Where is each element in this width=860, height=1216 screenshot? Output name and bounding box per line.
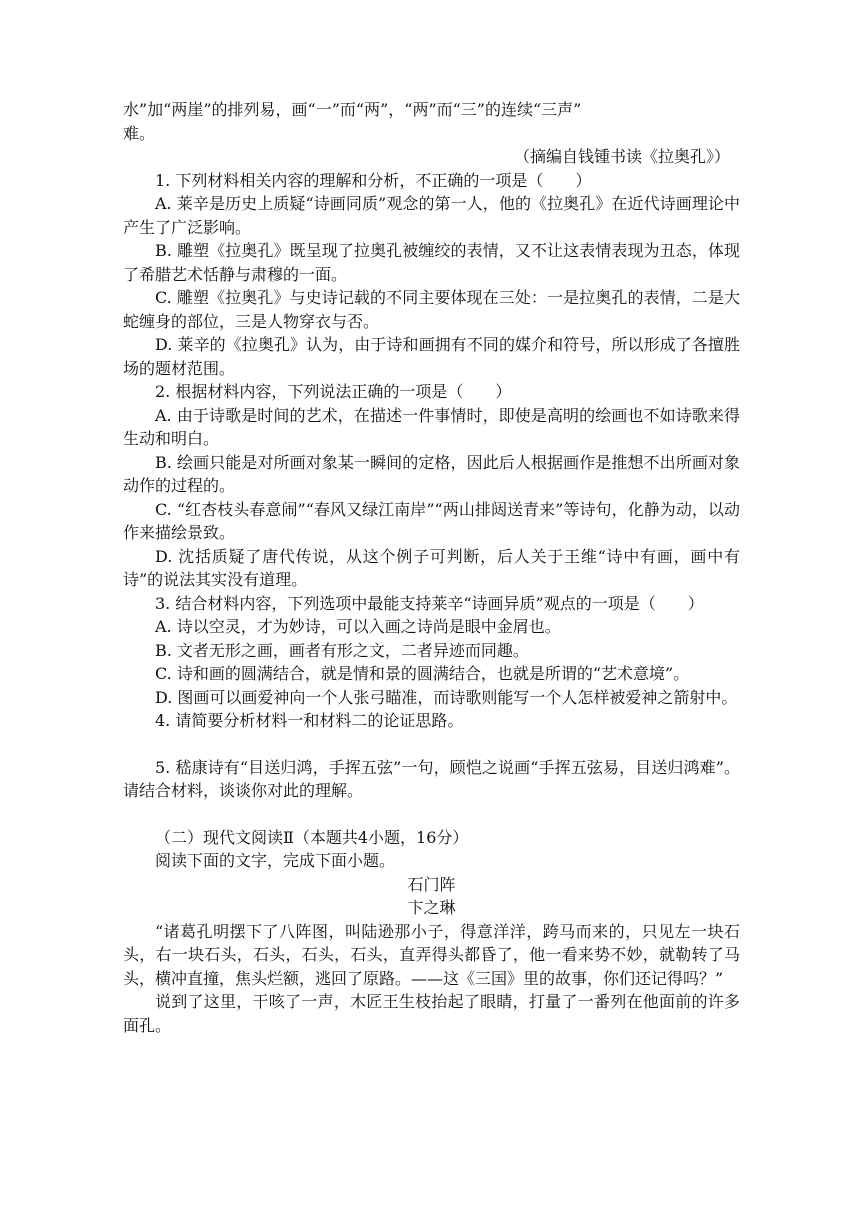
answer-space xyxy=(123,733,740,756)
section-spacer xyxy=(123,803,740,826)
question-2-option-d[interactable]: D. 沈括质疑了唐代传说，从这个例子可判断，后人关于王维“诗中有画，画中有诗”的说法其实没有道理。 xyxy=(123,546,740,589)
source-citation: （摘编自钱锺书读《拉奥孔》） xyxy=(513,147,730,166)
question-1-option-c[interactable]: C. 雕塑《拉奥孔》与史诗记载的不同主要体现在三处：一是拉奥孔的表情，二是大蛇缠身的部位，三是人物穿衣与否。 xyxy=(123,288,740,331)
question-1-option-a[interactable]: A. 莱辛是历史上质疑“诗画同质”观念的第一人，他的《拉奥孔》在近代诗画理论中产生了广泛影响。 xyxy=(123,194,740,237)
passage-title: 石门阵 xyxy=(407,874,456,894)
question-1-option-d[interactable]: D. 莱辛的《拉奥孔》认为，由于诗和画拥有不同的媒介和符号，所以形成了各擅胜场的题材范围。 xyxy=(123,335,740,378)
question-5-stem: 5. 嵇康诗有“目送归鸿，手挥五弦”一句，顾恺之说画“手挥五弦易，目送归鸿难”。请结合材料，谈谈你对此的理解。 xyxy=(123,757,740,800)
question-3-option-b[interactable]: B. 文者无形之画，画者有形之文，二者异迹而同趣。 xyxy=(155,640,529,660)
intro-tail-line1: 水”加“两崖”的排列易，画“一”而“两”，“两”而“三”的连续“三声” xyxy=(123,100,582,119)
question-4-stem: 4. 请简要分析材料一和材料二的论证思路。 xyxy=(155,711,464,730)
question-3-option-c[interactable]: C. 诗和画的圆满结合，就是情和景的圆满结合，也就是所谓的“艺术意境”。 xyxy=(155,664,690,683)
question-2-option-c[interactable]: C. “红杏枝头春意闹”“春风又绿江南岸”“两山排闼送青来”等诗句，化静为动，以动作来描绘景致。 xyxy=(123,499,740,542)
question-3-option-d[interactable]: D. 图画可以画爱神向一个人张弓瞄准，而诗歌则能写一个人怎样被爱神之箭射中。 xyxy=(155,687,738,707)
question-3-option-a[interactable]: A. 诗以空灵，才为妙诗，可以入画之诗尚是眼中金屑也。 xyxy=(155,617,561,636)
question-1-option-b[interactable]: B. 雕塑《拉奥孔》既呈现了拉奥孔被缠绞的表情，又不让这表情表现为丑态，体现了希腊艺术恬静与肃穆的一面。 xyxy=(123,241,740,284)
question-2-stem: 2. 根据材料内容，下列说法正确的一项是（ ） xyxy=(155,382,512,401)
section-2-heading: （二）现代文阅读Ⅱ（本题共4小题，16分） xyxy=(155,827,469,847)
intro-tail-line2: 难。 xyxy=(123,123,156,143)
section-2-instruction: 阅读下面的文字，完成下面小题。 xyxy=(155,851,396,870)
question-2-option-b[interactable]: B. 绘画只能是对所画对象某一瞬间的定格，因此后人根据画作是推想不出所画对象动作的过程的。 xyxy=(123,452,740,495)
question-1-stem: 1. 下列材料相关内容的理解和分析，不正确的一项是（ ） xyxy=(155,170,592,190)
passage-author: 卞之琳 xyxy=(407,898,456,917)
passage-paragraph-1: “诸葛孔明摆下了八阵图，叫陆逊那小子，得意洋洋，跨马而来的，只见左一块石头，右一块石头，石头，石头，石头，直弄得头都昏了，他一看来势不妙，就勒转了马头，横冲直撞，焦头烂额，逃回了原路。——这《三国》里的故事，你们还记得吗？” xyxy=(123,921,740,988)
passage-paragraph-2: 说到了这里，干咳了一声，木匠王生枝抬起了眼睛，打量了一番列在他面前的许多面孔。 xyxy=(123,992,740,1035)
question-3-stem: 3. 结合材料内容，下列选项中最能支持莱辛“诗画异质”观点的一项是（ ） xyxy=(155,593,704,613)
question-2-option-a[interactable]: A. 由于诗歌是时间的艺术，在描述一件事情时，即使是高明的绘画也不如诗歌来得生动和明白。 xyxy=(123,405,740,448)
